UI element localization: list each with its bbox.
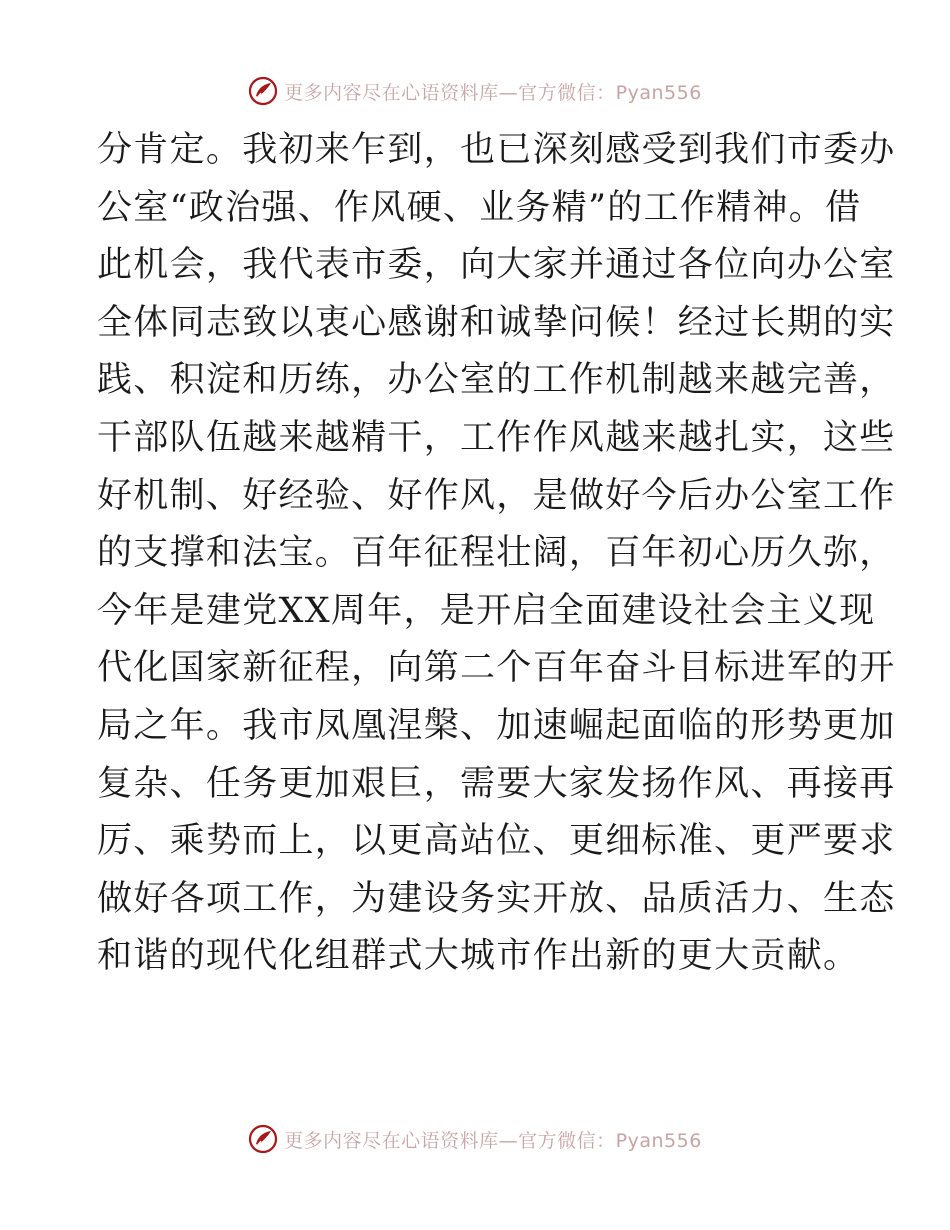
document-body (97, 122, 896, 986)
watermark-text: 更多内容尽在心语资料库—官方微信：Pyan556 (284, 81, 702, 104)
header-watermark (0, 74, 950, 108)
text-line: 做好各项工作，为建设务实开放、品质活力、生态 (97, 878, 896, 919)
text-line: 干部队伍越来越精干，工作作风越来越扎实，这些 (97, 417, 896, 458)
text-line: 代化国家新征程，向第二个百年奋斗目标进军的开 (97, 648, 896, 689)
text-line: 局之年。我市凤凰涅槃、加速崛起面临的形势更加 (97, 705, 896, 746)
pen-heart-logo-icon (248, 76, 278, 106)
text-line: 复杂、任务更加艰巨，需要大家发扬作风、再接再 (97, 763, 896, 804)
text-line: 好机制、好经验、好作风，是做好今后办公室工作 (97, 475, 896, 516)
pen-heart-logo-icon (248, 1124, 278, 1154)
text-line: 公室“政治强、作风硬、业务精”的工作精神。借 (97, 187, 862, 228)
footer-watermark (0, 1122, 950, 1156)
text-line: 厉、乘势而上，以更高站位、更细标准、更严要求 (97, 821, 896, 862)
text-line: 全体同志致以衷心感谢和诚挚问候！经过长期的实 (97, 302, 896, 343)
watermark-text: 更多内容尽在心语资料库—官方微信：Pyan556 (284, 1129, 702, 1152)
text-line: 和谐的现代化组群式大城市作出新的更大贡献。 (97, 936, 860, 977)
text-line: 践、积淀和历练，办公室的工作机制越来越完善， (97, 360, 896, 401)
text-line: 此机会，我代表市委，向大家并通过各位向办公室 (97, 245, 896, 286)
text-line: 分肯定。我初来乍到，也已深刻感受到我们市委办 (97, 130, 896, 170)
text-line: 的支撑和法宝。百年征程壮阔，百年初心历久弥， (97, 533, 896, 574)
text-line: 今年是建党XX周年，是开启全面建设社会主义现 (97, 590, 876, 631)
